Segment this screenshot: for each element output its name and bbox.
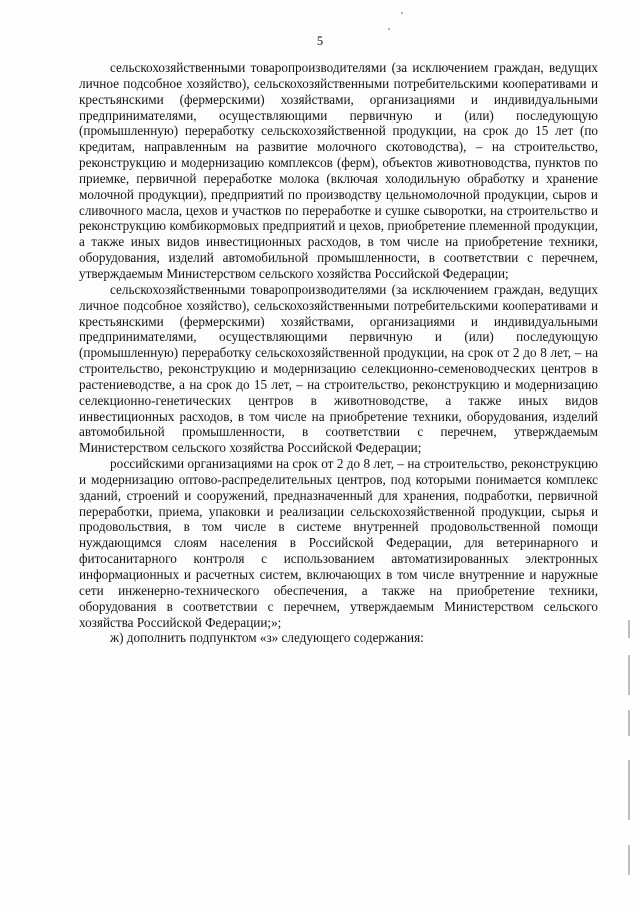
scan-edge-mark	[628, 845, 630, 875]
document-body	[79, 60, 598, 646]
scan-edge-mark	[628, 620, 630, 638]
paragraph-subpoint-z: ж) дополнить подпунктом «з» следующего содержания:	[110, 630, 424, 646]
paragraph-dairy-credit: сельскохозяйственными товаропроизводителями (за исключением граждан, ведущих личное подсобное хозяйство), сельскохозяйственными потребительскими кооперативами и крестьянскими (фермерскими) хозяйствами, организациями и индивидуальными предпринимателями, осуществляющими первичную и (или) последующую (промышленную) переработку сельскохозяйственной продукции, на срок до 15 лет (по кредитам, направленным на развитие молочного скотоводства), – на строительство, реконструкцию и модернизацию комплексов (ферм), объектов животноводства, пунктов по приемке, первичной переработке молока (включая холодильную обработку и хранение молочной продукции), предприятий по производству цельномолочной продукции, сыров и сливочного масла, цехов и участков по переработке и сушке сыворотки, на строительство и реконструкцию комбикормовых предприятий и цехов, приобретение племенной продукции, а также иных видов инвестиционных расходов, в том числе на приобретение техники, оборудования, изделий автомобильной промышленности, в соответствии с перечнем, утверждаемым Министерством сельского хозяйства Российской Федерации;	[79, 60, 598, 281]
scan-edge-mark	[628, 655, 630, 695]
paragraph-selection-centers: сельскохозяйственными товаропроизводителями (за исключением граждан, ведущих личное подсобное хозяйство), сельскохозяйственными потребительскими кооперативами и крестьянскими (фермерскими) хозяйствами, организациями и индивидуальными предпринимателями, осуществляющими первичную и (или) последующую (промышленную) переработку сельскохозяйственной продукции, на срок от 2 до 8 лет, – на строительство, реконструкцию и модернизацию селекционно-семеноводческих центров в растениеводстве, а на срок до 15 лет, – на строительство, реконструкцию и модернизацию селекционно-генетических центров в животноводстве, а также иных видов инвестиционных расходов, в том числе на приобретение техники, оборудования, изделий автомобильной промышленности, в соответствии с перечнем, утверждаемым Министерством сельского хозяйства Российской Федерации;	[79, 281, 598, 456]
page-number: 5	[316, 34, 324, 48]
scan-edge-mark	[628, 760, 630, 820]
scan-edge-mark	[628, 710, 630, 736]
scan-speck	[401, 12, 403, 14]
paragraph-distribution-centers: российскими организациями на срок от 2 до 8 лет, – на строительство, реконструкцию и модернизацию оптово-распределительных центров, под которыми понимается комплекс зданий, строений и сооружений, предназначенный для хранения, подработки, первичной переработки, приема, упаковки и реализации сельскохозяйственной продукции, сырья и продовольствия, в том числе в системе внутренней продовольственной помощи нуждающимся слоям населения в Российской Федерации, для ветеринарного и фитосанитарного контроля с использованием автоматизированных электронных информационных и расчетных систем, включающих в том числе внутренние и наружные сети инженерно-технического обеспечения, а также на приобретение техники, оборудования в соответствии с перечнем, утверждаемым Министерством сельского хозяйства Российской Федерации;»;	[79, 456, 598, 630]
scan-speck	[388, 28, 390, 30]
